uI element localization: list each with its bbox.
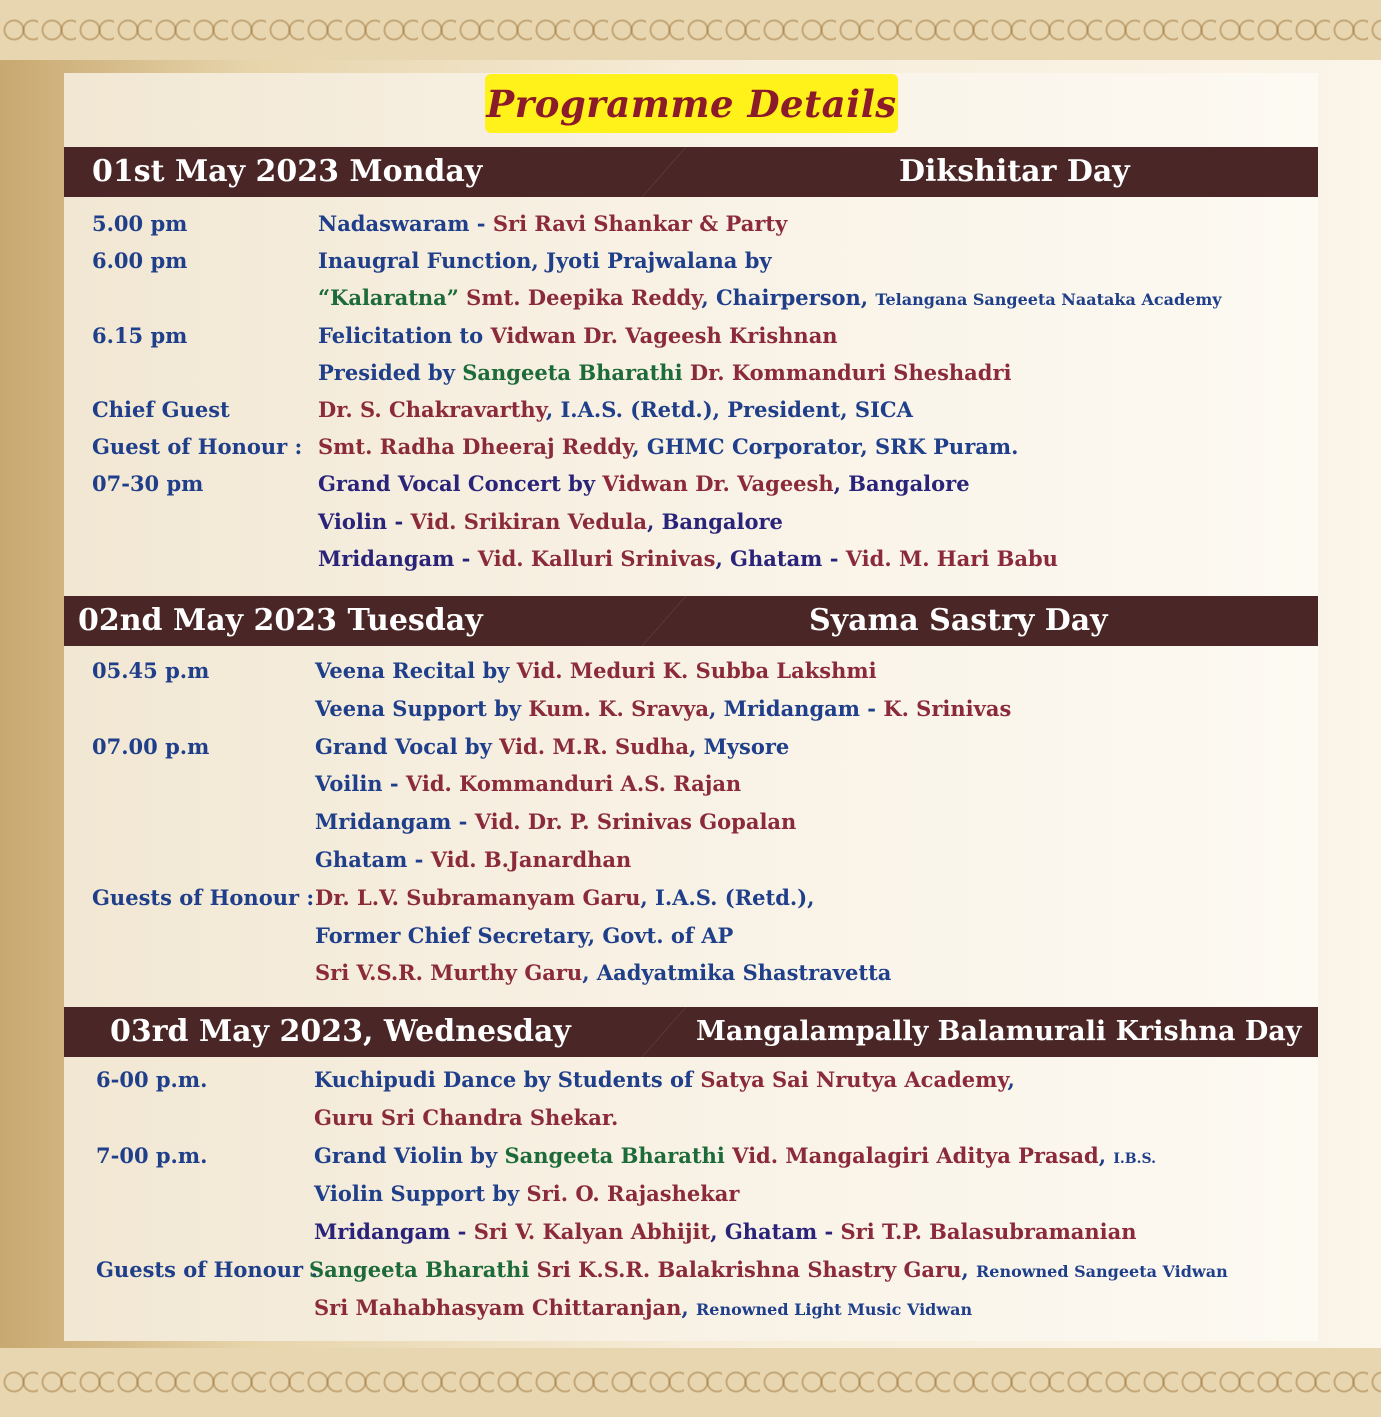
day-date: 01st May 2023 Monday	[92, 154, 483, 189]
row-text-part: Sri Mahabhasyam Chittaranjan	[314, 1295, 682, 1320]
row-text-part: ,	[1007, 1067, 1015, 1092]
row-text-part: , Aadyatmika Shastravetta	[582, 960, 892, 985]
row-text-part: Former Chief Secretary, Govt. of AP	[315, 923, 734, 948]
row-text-part: “Kalaratna”	[318, 285, 467, 310]
row-text-part: Sangeeta Bharathi	[462, 360, 690, 385]
page-title: Programme Details	[486, 81, 897, 126]
row-text-part: Sri V. Kalyan Abhijit	[473, 1219, 711, 1244]
row-description	[314, 1062, 1015, 1098]
day-header-3	[64, 1007, 1318, 1057]
row-time: 07-30 pm	[92, 471, 204, 496]
row-text-part: Felicitation to	[318, 323, 491, 348]
row-text-part: Sri. O. Rajashekar	[526, 1181, 740, 1206]
row-description	[314, 1290, 972, 1326]
row-text-part: Grand Violin by	[314, 1143, 505, 1168]
row-text-part: Vid. Kalluri Srinivas	[477, 546, 716, 571]
row-text-part: Satya Sai Nrutya Academy	[700, 1067, 1008, 1092]
row-text-part: Dr. L.V. Subramanyam Garu	[315, 885, 641, 910]
row-description	[318, 318, 838, 354]
row-description	[314, 1100, 618, 1136]
row-text-part: Inaugral Function, Jyoti Prajwalana by	[318, 248, 772, 273]
row-text-part: Vid. Mangalagiri Aditya Prasad	[732, 1143, 1099, 1168]
row-text-part: Sri K.S.R. Balakrishna Shastry Garu	[536, 1257, 962, 1282]
row-text-part: Presided by	[318, 360, 463, 385]
row-time: 7-00 p.m.	[96, 1143, 208, 1168]
row-time: 6.00 pm	[92, 248, 188, 273]
row-text-part: , Chairperson,	[701, 285, 876, 310]
row-description	[318, 541, 1058, 577]
row-description	[315, 842, 631, 878]
title-box	[485, 74, 898, 133]
row-text-part: , Bangalore	[833, 471, 970, 496]
ornamental-border-bottom	[0, 1348, 1381, 1417]
row-text-part: Dr. Kommanduri Sheshadri	[689, 360, 1012, 385]
row-text-part: Mridangam -	[318, 546, 478, 571]
row-text-part: Grand Vocal by	[315, 734, 500, 759]
row-text-part: Veena Support by	[315, 696, 529, 721]
row-text-part: Sangeeta Bharathi	[309, 1257, 537, 1282]
row-text-part: Telangana Sangeeta Naataka Academy	[875, 290, 1222, 309]
row-text-part: , Mridangam -	[708, 696, 884, 721]
row-text-part: Sri V.S.R. Murthy Garu	[315, 960, 583, 985]
row-text-part: K. Srinivas	[883, 696, 1012, 721]
row-description	[315, 880, 814, 916]
row-description	[315, 804, 796, 840]
row-description	[318, 280, 1222, 316]
row-time: Guest of Honour :	[92, 434, 303, 459]
row-text-part: Vidwan Dr. Vageesh Krishnan	[490, 323, 838, 348]
day-header-1	[64, 147, 1318, 197]
row-description	[314, 1176, 739, 1212]
row-text-part: Mridangam -	[315, 809, 475, 834]
row-text-part: Guru Sri Chandra Shekar.	[314, 1105, 619, 1130]
row-description	[318, 466, 970, 502]
row-description	[318, 504, 783, 540]
row-text-part: , I.A.S. (Retd.),	[640, 885, 815, 910]
row-text-part: Vid. B.Janardhan	[430, 847, 632, 872]
row-text-part: Sri Ravi Shankar & Party	[492, 211, 788, 236]
row-text-part: , Ghatam -	[710, 1219, 841, 1244]
row-text-part: ,	[961, 1257, 976, 1282]
row-text-part: Mridangam -	[314, 1219, 474, 1244]
row-text-part: , Bangalore	[646, 509, 783, 534]
row-description	[318, 206, 787, 242]
ornamental-border-top	[0, 0, 1381, 60]
row-text-part: , Ghatam -	[715, 546, 846, 571]
row-time: Guests of Honour :	[92, 885, 315, 910]
row-text-part: I.B.S.	[1113, 1151, 1156, 1167]
row-text-part: Veena Recital by	[315, 658, 517, 683]
row-time: 05.45 p.m	[92, 658, 210, 683]
row-text-part: Vid. Dr. P. Srinivas Gopalan	[474, 809, 797, 834]
row-description	[315, 955, 891, 991]
row-text-part: Vid. M. Hari Babu	[845, 546, 1058, 571]
row-text-part: , I.A.S. (Retd.), President, SICA	[545, 397, 913, 422]
row-description	[318, 429, 1018, 465]
row-text-part: , GHMC Corporator, SRK Puram.	[632, 434, 1019, 459]
row-text-part: Sri T.P. Balasubramanian	[840, 1219, 1137, 1244]
row-text-part: , Mysore	[688, 734, 790, 759]
row-text-part: Vid. M.R. Sudha	[499, 734, 689, 759]
row-text-part: Violin -	[318, 509, 411, 534]
row-text-part: Voilin -	[315, 771, 406, 796]
row-description	[318, 392, 913, 428]
row-text-part: Renowned Light Music Vidwan	[695, 1300, 973, 1319]
row-text-part: Renowned Sangeeta Vidwan	[975, 1262, 1228, 1281]
row-time: 6.15 pm	[92, 323, 188, 348]
row-description	[318, 243, 772, 279]
row-description	[315, 691, 1011, 727]
row-text-part: Grand Vocal Concert by	[318, 471, 603, 496]
row-description	[315, 729, 789, 765]
day-name: Mangalampally Balamurali Krishna Day	[696, 1016, 1302, 1047]
row-text-part: Vidwan Dr. Vageesh	[602, 471, 834, 496]
row-text-part: Vid. Meduri K. Subba Lakshmi	[516, 658, 877, 683]
row-time: Guests of Honour :	[96, 1257, 319, 1282]
row-text-part: Ghatam -	[315, 847, 431, 872]
row-description	[315, 653, 877, 689]
day-date: 02nd May 2023 Tuesday	[78, 603, 483, 638]
row-text-part: ,	[681, 1295, 696, 1320]
row-text-part: Violin Support by	[314, 1181, 527, 1206]
row-time: 6-00 p.m.	[96, 1067, 208, 1092]
row-description	[314, 1138, 1156, 1174]
row-time: Chief Guest	[92, 397, 230, 422]
day-name: Syama Sastry Day	[809, 603, 1108, 638]
row-text-part: Vid. Kommanduri A.S. Rajan	[405, 771, 742, 796]
row-text-part: Sangeeta Bharathi	[504, 1143, 733, 1168]
day-header-2	[64, 596, 1318, 646]
row-text-part: Vid. Srikiran Vedula	[410, 509, 647, 534]
row-text-part: Dr. S. Chakravarthy	[318, 397, 546, 422]
row-time: 07.00 p.m	[92, 734, 210, 759]
row-description	[309, 1252, 1228, 1288]
row-text-part: Smt. Deepika Reddy	[466, 285, 702, 310]
day-name: Dikshitar Day	[899, 154, 1130, 189]
row-description	[315, 766, 741, 802]
row-time: 5.00 pm	[92, 211, 188, 236]
row-text-part: ,	[1098, 1143, 1114, 1168]
row-description	[318, 355, 1012, 391]
row-description	[315, 918, 733, 954]
day-date: 03rd May 2023, Wednesday	[110, 1014, 571, 1049]
row-text-part: Kuchipudi Dance by Students of	[314, 1067, 701, 1092]
row-text-part: Kum. K. Sravya	[528, 696, 709, 721]
row-text-part: Smt. Radha Dheeraj Reddy	[318, 434, 633, 459]
row-description	[314, 1214, 1137, 1250]
row-text-part: Nadaswaram -	[318, 211, 493, 236]
